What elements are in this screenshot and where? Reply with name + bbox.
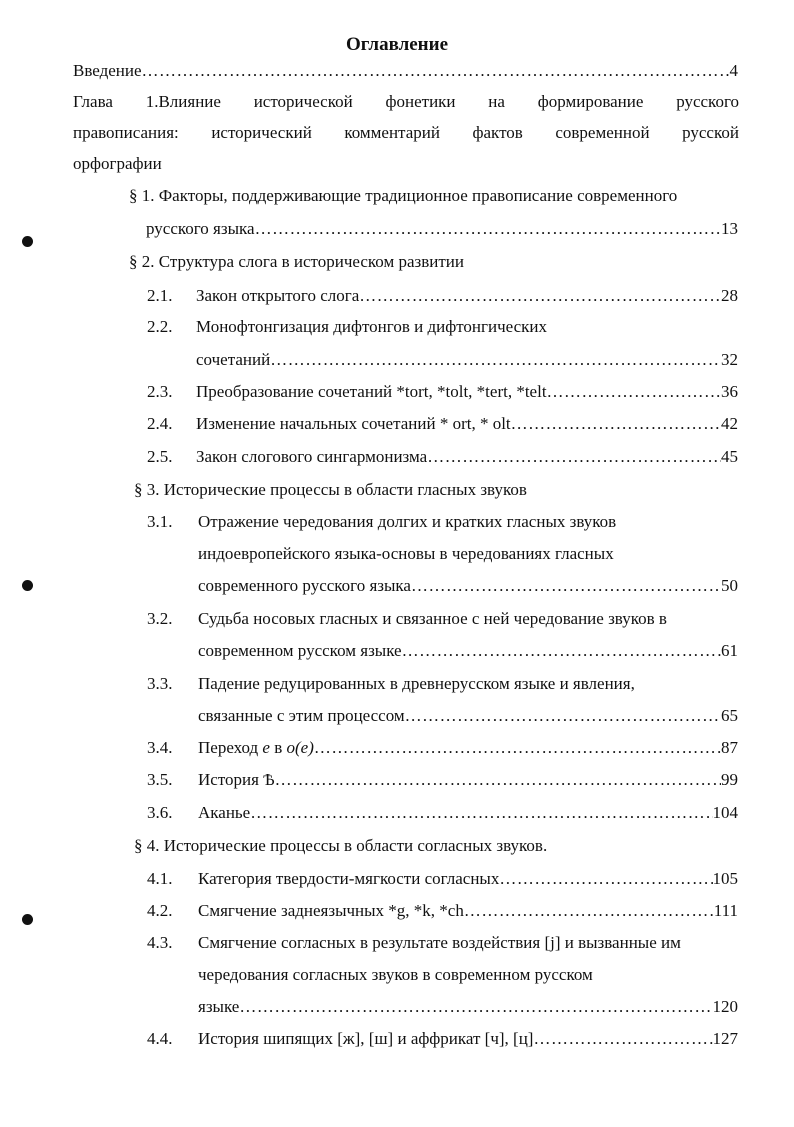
item-number: 2.2. xyxy=(147,317,173,336)
dot-leader xyxy=(499,869,712,889)
toc-entry-label: русского языка xyxy=(146,219,255,238)
toc-entry-label: История шипящих [ж], [ш] и аффрикат [ч], [ц] xyxy=(198,1029,534,1048)
page-number: 4 xyxy=(729,61,738,80)
toc-entry-3-1[interactable] xyxy=(198,576,738,596)
toc-entry-label: Аканье xyxy=(198,803,251,822)
page-number: 120 xyxy=(712,997,738,1016)
toc-entry-2-3[interactable] xyxy=(196,382,738,402)
toc-entry-label[interactable]: индоевропейского языка-основы в чередованиях гласных xyxy=(198,544,614,563)
page-number: 13 xyxy=(721,219,738,238)
chapter-word: на xyxy=(488,92,505,111)
toc-entry-text: Переход xyxy=(198,738,263,757)
toc-entry-4-2[interactable] xyxy=(198,901,738,921)
toc-entry-2-5[interactable] xyxy=(196,447,738,467)
item-number: 2.3. xyxy=(147,382,173,401)
chapter-word: формирование xyxy=(537,92,644,111)
toc-entry-label xyxy=(198,738,314,758)
punch-hole-dot xyxy=(22,580,33,591)
toc-entry-label: современном русском языке xyxy=(198,641,402,660)
page-number: 99 xyxy=(721,770,738,789)
toc-entry-2-1[interactable] xyxy=(196,286,738,306)
toc-entry-label: Закон открытого слога xyxy=(196,286,360,305)
page-number: 127 xyxy=(712,1029,738,1048)
toc-entry-2-4[interactable] xyxy=(196,414,738,434)
chapter-word: современной xyxy=(555,123,650,142)
toc-entry-3-6[interactable] xyxy=(198,803,738,823)
toc-entry-3-4[interactable] xyxy=(198,738,738,758)
item-number: 4.2. xyxy=(147,901,173,920)
chapter-word: фактов xyxy=(472,123,523,142)
toc-entry-label: Закон слогового сингармонизма xyxy=(196,447,428,466)
toc-entry-label[interactable]: Судьба носовых гласных и связанное с ней чередование звуков в xyxy=(198,609,667,628)
toc-entry-4-3[interactable] xyxy=(198,997,738,1017)
item-number: 2.4. xyxy=(147,414,173,433)
item-number: 4.1. xyxy=(147,869,173,888)
item-number: 2.5. xyxy=(147,447,173,466)
dot-leader xyxy=(533,1029,712,1049)
dot-leader xyxy=(405,706,721,726)
section-3-heading[interactable]: § 3. Исторические процессы в области гласных звуков xyxy=(134,480,527,499)
toc-entry-label: Введение xyxy=(73,61,142,80)
dot-leader xyxy=(427,447,721,467)
item-number: 3.5. xyxy=(147,770,173,789)
page-number: 32 xyxy=(721,350,738,369)
toc-entry-label[interactable]: чередования согласных звуков в современном русском xyxy=(198,965,593,984)
toc-entry-label: Преобразование сочетаний *tort, *tolt, *tert, *telt xyxy=(196,382,547,401)
chapter-title-line[interactable] xyxy=(73,92,739,112)
dot-leader xyxy=(255,219,721,239)
toc-entry-label: связанные с этим процессом xyxy=(198,706,405,725)
item-number: 3.1. xyxy=(147,512,173,531)
page-number: 50 xyxy=(721,576,738,595)
toc-entry-label: Смягчение заднеязычных *g, *k, *ch xyxy=(198,901,464,920)
dot-leader xyxy=(270,350,721,370)
dot-leader xyxy=(239,997,712,1017)
item-number: 3.2. xyxy=(147,609,173,628)
toc-entry-italic: о(е) xyxy=(286,738,314,757)
item-number: 4.3. xyxy=(147,933,173,952)
item-number: 4.4. xyxy=(147,1029,173,1048)
section-2-heading[interactable]: § 2. Структура слога в историческом развитии xyxy=(129,252,464,271)
page-number: 87 xyxy=(721,738,738,757)
dot-leader xyxy=(411,576,721,596)
toc-entry-label: современного русского языка xyxy=(198,576,411,595)
page-number: 61 xyxy=(721,641,738,660)
punch-hole-dot xyxy=(22,914,33,925)
toc-entry-4-1[interactable] xyxy=(198,869,738,889)
toc-entry-introduction[interactable] xyxy=(73,61,738,81)
toc-entry-label: Категория твердости-мягкости согласных xyxy=(198,869,500,888)
chapter-word: комментарий xyxy=(344,123,440,142)
chapter-word: Глава xyxy=(73,92,113,111)
toc-entry-label: сочетаний xyxy=(196,350,271,369)
page-number: 28 xyxy=(721,286,738,305)
toc-entry-text: в xyxy=(269,738,287,757)
page-number: 105 xyxy=(712,869,738,888)
toc-entry-3-5[interactable] xyxy=(198,770,738,790)
page-number: 111 xyxy=(713,901,738,920)
chapter-word: исторический xyxy=(211,123,312,142)
punch-hole-dot xyxy=(22,236,33,247)
page-title: Оглавление xyxy=(345,34,449,55)
page-number: 42 xyxy=(721,414,738,433)
chapter-word: исторической xyxy=(253,92,353,111)
dot-leader xyxy=(275,770,721,790)
dot-leader xyxy=(314,738,721,758)
chapter-title-line[interactable]: орфографии xyxy=(73,154,162,173)
chapter-title-line[interactable] xyxy=(73,123,739,143)
toc-entry-label: языке xyxy=(198,997,240,1016)
toc-entry-3-3[interactable] xyxy=(198,706,738,726)
chapter-word: 1.Влияние xyxy=(145,92,221,111)
dot-leader xyxy=(359,286,721,306)
item-number: 2.1. xyxy=(147,286,173,305)
section-1-heading[interactable]: § 1. Факторы, поддерживающие традиционное правописание современного xyxy=(129,186,678,205)
dot-leader xyxy=(464,901,714,921)
section-4-heading[interactable]: § 4. Исторические процессы в области согласных звуков. xyxy=(134,836,548,855)
chapter-word: правописания: xyxy=(73,123,179,142)
dot-leader xyxy=(250,803,712,823)
toc-entry-label[interactable]: Монофтонгизация дифтонгов и дифтонгических xyxy=(196,317,547,336)
item-number: 3.6. xyxy=(147,803,173,822)
item-number: 3.4. xyxy=(147,738,173,757)
chapter-word: русского xyxy=(676,92,739,111)
toc-entry-label[interactable]: Отражение чередования долгих и кратких гласных звуков xyxy=(198,512,617,531)
page-number: 36 xyxy=(721,382,738,401)
chapter-word: фонетики xyxy=(385,92,456,111)
dot-leader xyxy=(511,414,721,434)
dot-leader xyxy=(142,61,730,81)
toc-entry-section-1[interactable] xyxy=(146,219,738,239)
chapter-word: русской xyxy=(682,123,739,142)
toc-entry-label: История Ѣ xyxy=(198,770,275,789)
dot-leader xyxy=(402,641,721,661)
page-number: 45 xyxy=(721,447,738,466)
toc-entry-label: Изменение начальных сочетаний * ort, * olt xyxy=(196,414,511,433)
item-number: 3.3. xyxy=(147,674,173,693)
dot-leader xyxy=(547,382,721,402)
toc-entry-italic: е xyxy=(262,738,270,757)
toc-entry-label[interactable]: Падение редуцированных в древнерусском языке и явления, xyxy=(198,674,635,693)
toc-entry-2-2[interactable] xyxy=(196,350,738,370)
toc-entry-4-4[interactable] xyxy=(198,1029,738,1049)
page-number: 65 xyxy=(721,706,738,725)
toc-entry-label[interactable]: Смягчение согласных в результате воздействия [j] и вызванные им xyxy=(198,933,681,952)
toc-entry-3-2[interactable] xyxy=(198,641,738,661)
page-number: 104 xyxy=(712,803,738,822)
